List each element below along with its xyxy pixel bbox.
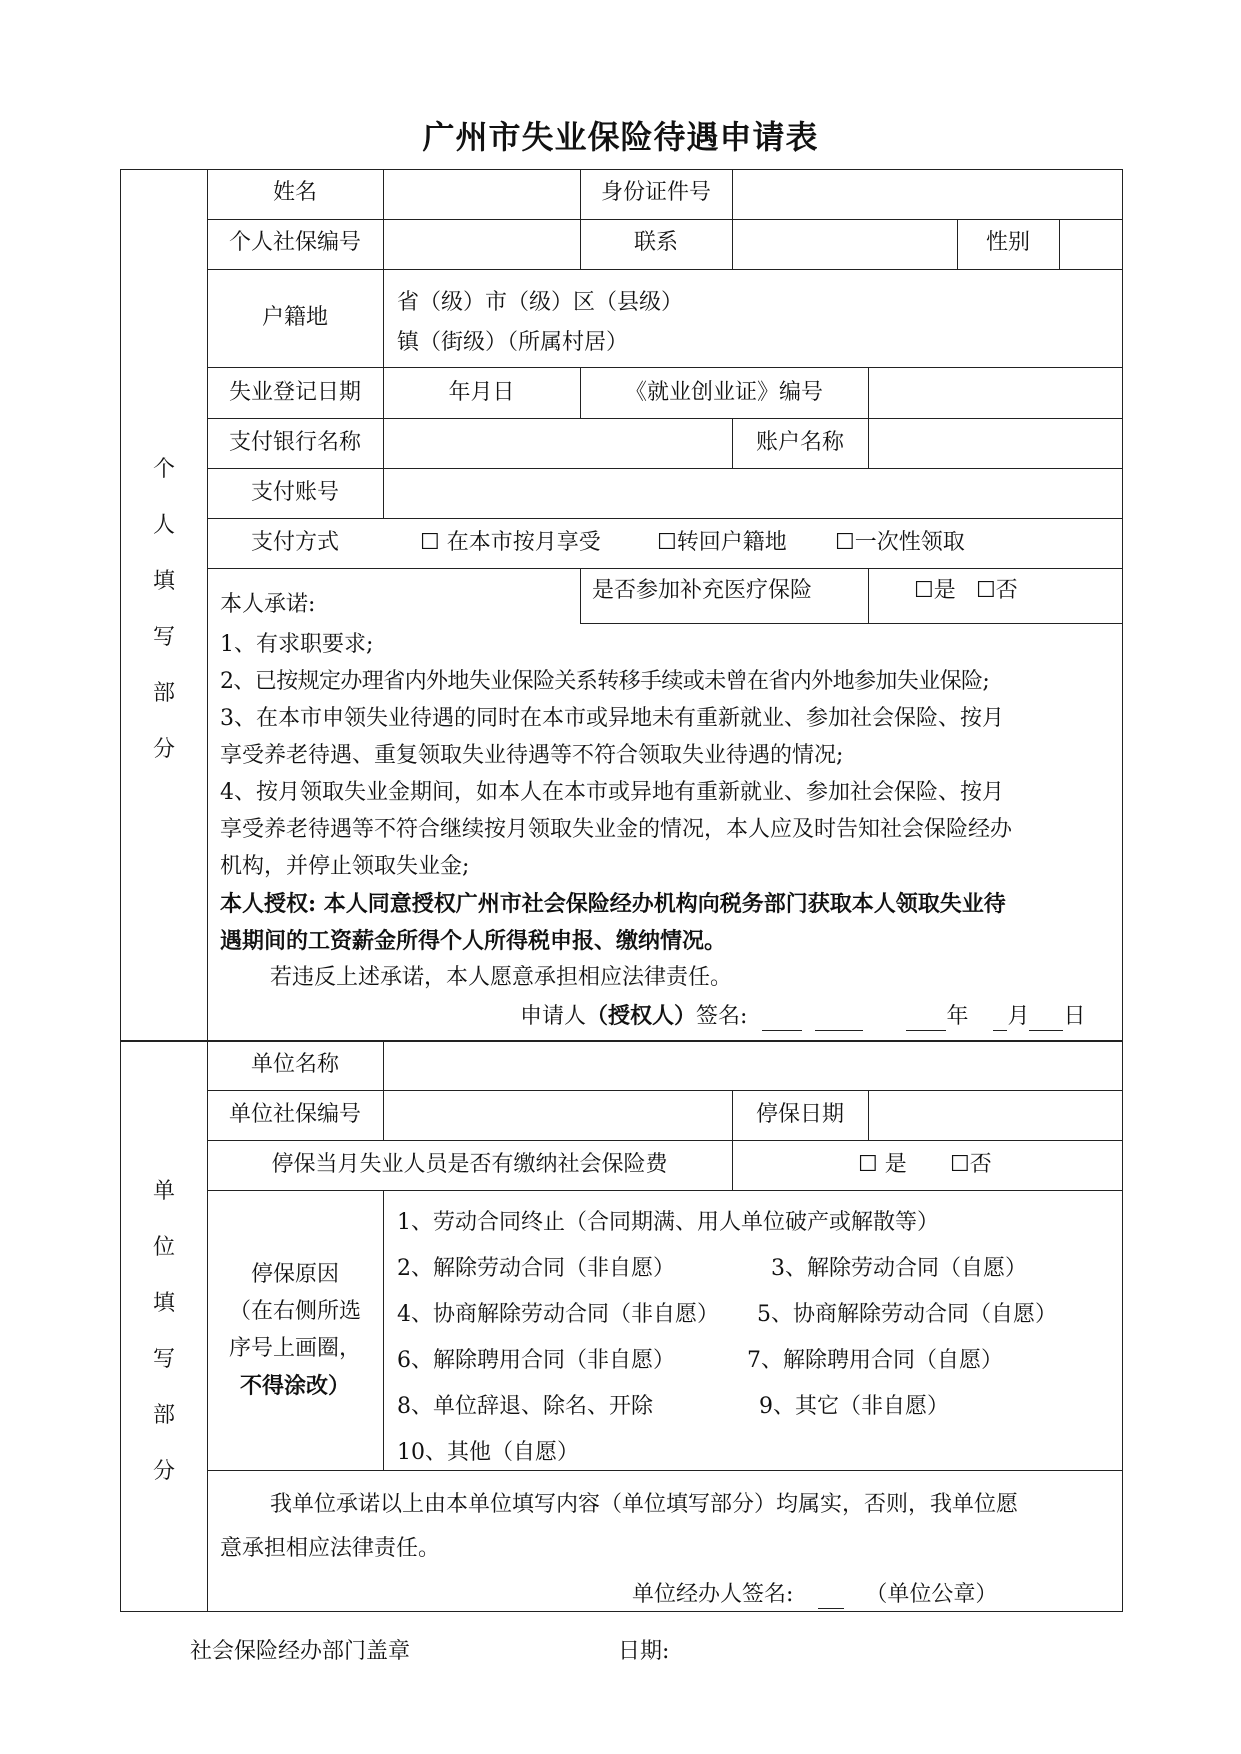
sign-prefix: 申请人: [520, 1004, 587, 1029]
huji-line-2[interactable]: 镇（街级）（所属村居）: [397, 330, 629, 355]
stop-date-field[interactable]: [869, 1091, 1122, 1139]
reg-date-label: 失业登记日期: [228, 380, 361, 405]
huji-line-1[interactable]: 省（级）市（级）区（县级）: [397, 290, 684, 315]
reason-label-3: 序号上画圈，: [228, 1336, 361, 1361]
id-field[interactable]: [733, 170, 1122, 218]
account-no-label: 支付账号: [250, 480, 339, 505]
contact-label: 联系: [633, 230, 678, 255]
day-field[interactable]: [1029, 1004, 1063, 1031]
row-line: [207, 269, 1123, 270]
liability-statement: 若违反上述承诺，本人愿意承担相应法律责任。: [270, 965, 733, 990]
signature-field-2[interactable]: [815, 1004, 863, 1031]
social-no-field[interactable]: [384, 220, 579, 268]
promise-2: 2、已按规定办理省内外地失业保险关系转移手续或未曾在省内外地参加失业保险;: [220, 669, 990, 694]
col-line: [868, 568, 869, 623]
reason-8[interactable]: 8、单位辞退、除名、开除: [397, 1394, 653, 1419]
unit-social-no-label: 单位社保编号: [228, 1102, 361, 1127]
unit-seal-label: （单位公章）: [865, 1582, 998, 1607]
applicant-signature-line: [520, 1003, 1086, 1031]
unit-sign-label: 单位经办人签名:: [632, 1582, 794, 1607]
supp-yes-checkbox[interactable]: ☐是: [914, 578, 956, 603]
promise-4a: 4、按月领取失业金期间，如本人在本市或异地有重新就业、参加社会保险、按月: [220, 780, 1004, 805]
promise-1: 1、有求职要求;: [220, 632, 374, 657]
paid-no-checkbox[interactable]: ☐否: [950, 1152, 992, 1177]
supp-no-checkbox[interactable]: ☐否: [976, 578, 1018, 603]
authorization-a: 本人授权: 本人同意授权广州市社会保险经办机构向税务部门获取本人领取失业待: [220, 891, 1006, 917]
row-line: [207, 1470, 1123, 1471]
pay-option-transfer[interactable]: ☐转回户籍地: [657, 530, 787, 555]
reason-10[interactable]: 10、其他（自愿）: [397, 1440, 579, 1465]
reason-9[interactable]: 9、其它（非自愿）: [759, 1394, 949, 1419]
reason-5[interactable]: 5、协商解除劳动合同（自愿）: [757, 1302, 1057, 1327]
reason-2[interactable]: 2、解除劳动合同（非自愿）: [397, 1256, 675, 1281]
paid-question: 停保当月失业人员是否有缴纳社会保险费: [271, 1152, 668, 1177]
reason-6[interactable]: 6、解除聘用合同（非自愿）: [397, 1348, 675, 1373]
form-title: 广州市失业保险待遇申请表: [422, 118, 819, 156]
reason-label-1: 停保原因: [250, 1262, 339, 1287]
huji-label: 户籍地: [261, 305, 328, 330]
unit-section-label: 单 位 填 写 部 分: [152, 1179, 175, 1484]
date-label: 日期:: [618, 1639, 670, 1664]
unit-promise-a: 我单位承诺以上由本单位填写内容（单位填写部分）均属实，否则，我单位愿: [270, 1492, 1019, 1517]
name-field[interactable]: [384, 170, 579, 218]
reason-3[interactable]: 3、解除劳动合同（自愿）: [771, 1256, 1027, 1281]
reason-1[interactable]: 1、劳动合同终止（合同期满、用人单位破产或解散等）: [397, 1210, 939, 1235]
account-name-field[interactable]: [869, 419, 1122, 467]
personal-section-label: 个 人 填 写 部 分: [152, 457, 175, 762]
day-label: 日: [1063, 1004, 1086, 1029]
col-line: [383, 1190, 384, 1470]
unit-name-label: 单位名称: [250, 1052, 339, 1077]
promise-4b: 享受养老待遇等不符合继续按月领取失业金的情况，本人应及时告知社会保险经办: [220, 817, 1013, 842]
gender-label: 性别: [985, 230, 1030, 255]
reason-label-2: （在右侧所选: [228, 1299, 361, 1324]
social-no-label: 个人社保编号: [228, 230, 361, 255]
promise-3a: 3、在本市申领失业待遇的同时在本市或异地未有重新就业、参加社会保险、按月: [220, 706, 1004, 731]
id-label: 身份证件号: [600, 180, 711, 205]
signature-field[interactable]: [762, 1004, 802, 1031]
account-no-field[interactable]: [384, 469, 1122, 517]
unit-promise-b: 意承担相应法律责任。: [220, 1536, 441, 1561]
name-label: 姓名: [272, 180, 317, 205]
reason-label-4: 不得涂改）: [239, 1373, 350, 1399]
account-name-label: 账户名称: [755, 430, 844, 455]
unit-signature-line: [632, 1582, 997, 1609]
row-line: [207, 518, 1123, 519]
year-field[interactable]: [906, 1004, 946, 1031]
row-line: [580, 623, 1123, 624]
paid-yes-checkbox[interactable]: ☐ 是: [858, 1152, 907, 1177]
pay-option-lump-sum[interactable]: ☐一次性领取: [835, 530, 965, 555]
pay-option-local-monthly[interactable]: ☐ 在本市按月享受: [420, 530, 601, 555]
col-line: [580, 568, 581, 623]
bank-field[interactable]: [384, 419, 731, 467]
month-label: 月: [1007, 1004, 1030, 1029]
month-field[interactable]: [993, 1004, 1007, 1031]
reg-date-field[interactable]: 年月日: [448, 380, 515, 405]
row-line: [207, 219, 1123, 220]
row-line: [207, 1140, 1123, 1141]
pay-method-label: 支付方式: [250, 530, 339, 555]
promise-4c: 机构，并停止领取失业金;: [220, 854, 470, 879]
reason-7[interactable]: 7、解除聘用合同（自愿）: [747, 1348, 1003, 1373]
reason-4[interactable]: 4、协商解除劳动合同（非自愿）: [397, 1302, 719, 1327]
supp-insurance-label: 是否参加补充医疗保险: [592, 578, 813, 603]
row-line: [207, 1190, 1123, 1191]
unit-name-field[interactable]: [384, 1041, 1122, 1089]
year-label: 年: [946, 1004, 969, 1029]
row-line: [207, 568, 1123, 569]
promise-3b: 享受养老待遇、重复领取失业待遇等不符合领取失业待遇的情况;: [220, 743, 844, 768]
cert-no-label: 《就业创业证》编号: [624, 380, 823, 405]
authorization-b: 遇期间的工资薪金所得个人所得税申报、缴纳情况。: [220, 928, 727, 954]
sign-authorizer: （授权人）: [586, 1003, 697, 1029]
contact-field[interactable]: [733, 220, 956, 268]
promise-title: 本人承诺:: [220, 592, 316, 617]
bank-label: 支付银行名称: [228, 430, 361, 455]
seal-label: 社会保险经办部门盖章: [190, 1639, 411, 1664]
unit-social-no-field[interactable]: [384, 1091, 731, 1139]
cert-no-field[interactable]: [869, 368, 1122, 417]
sign-suffix: 签名:: [696, 1004, 748, 1029]
unit-signature-field[interactable]: [818, 1582, 844, 1609]
stop-date-label: 停保日期: [755, 1102, 844, 1127]
gender-field[interactable]: [1060, 220, 1122, 268]
